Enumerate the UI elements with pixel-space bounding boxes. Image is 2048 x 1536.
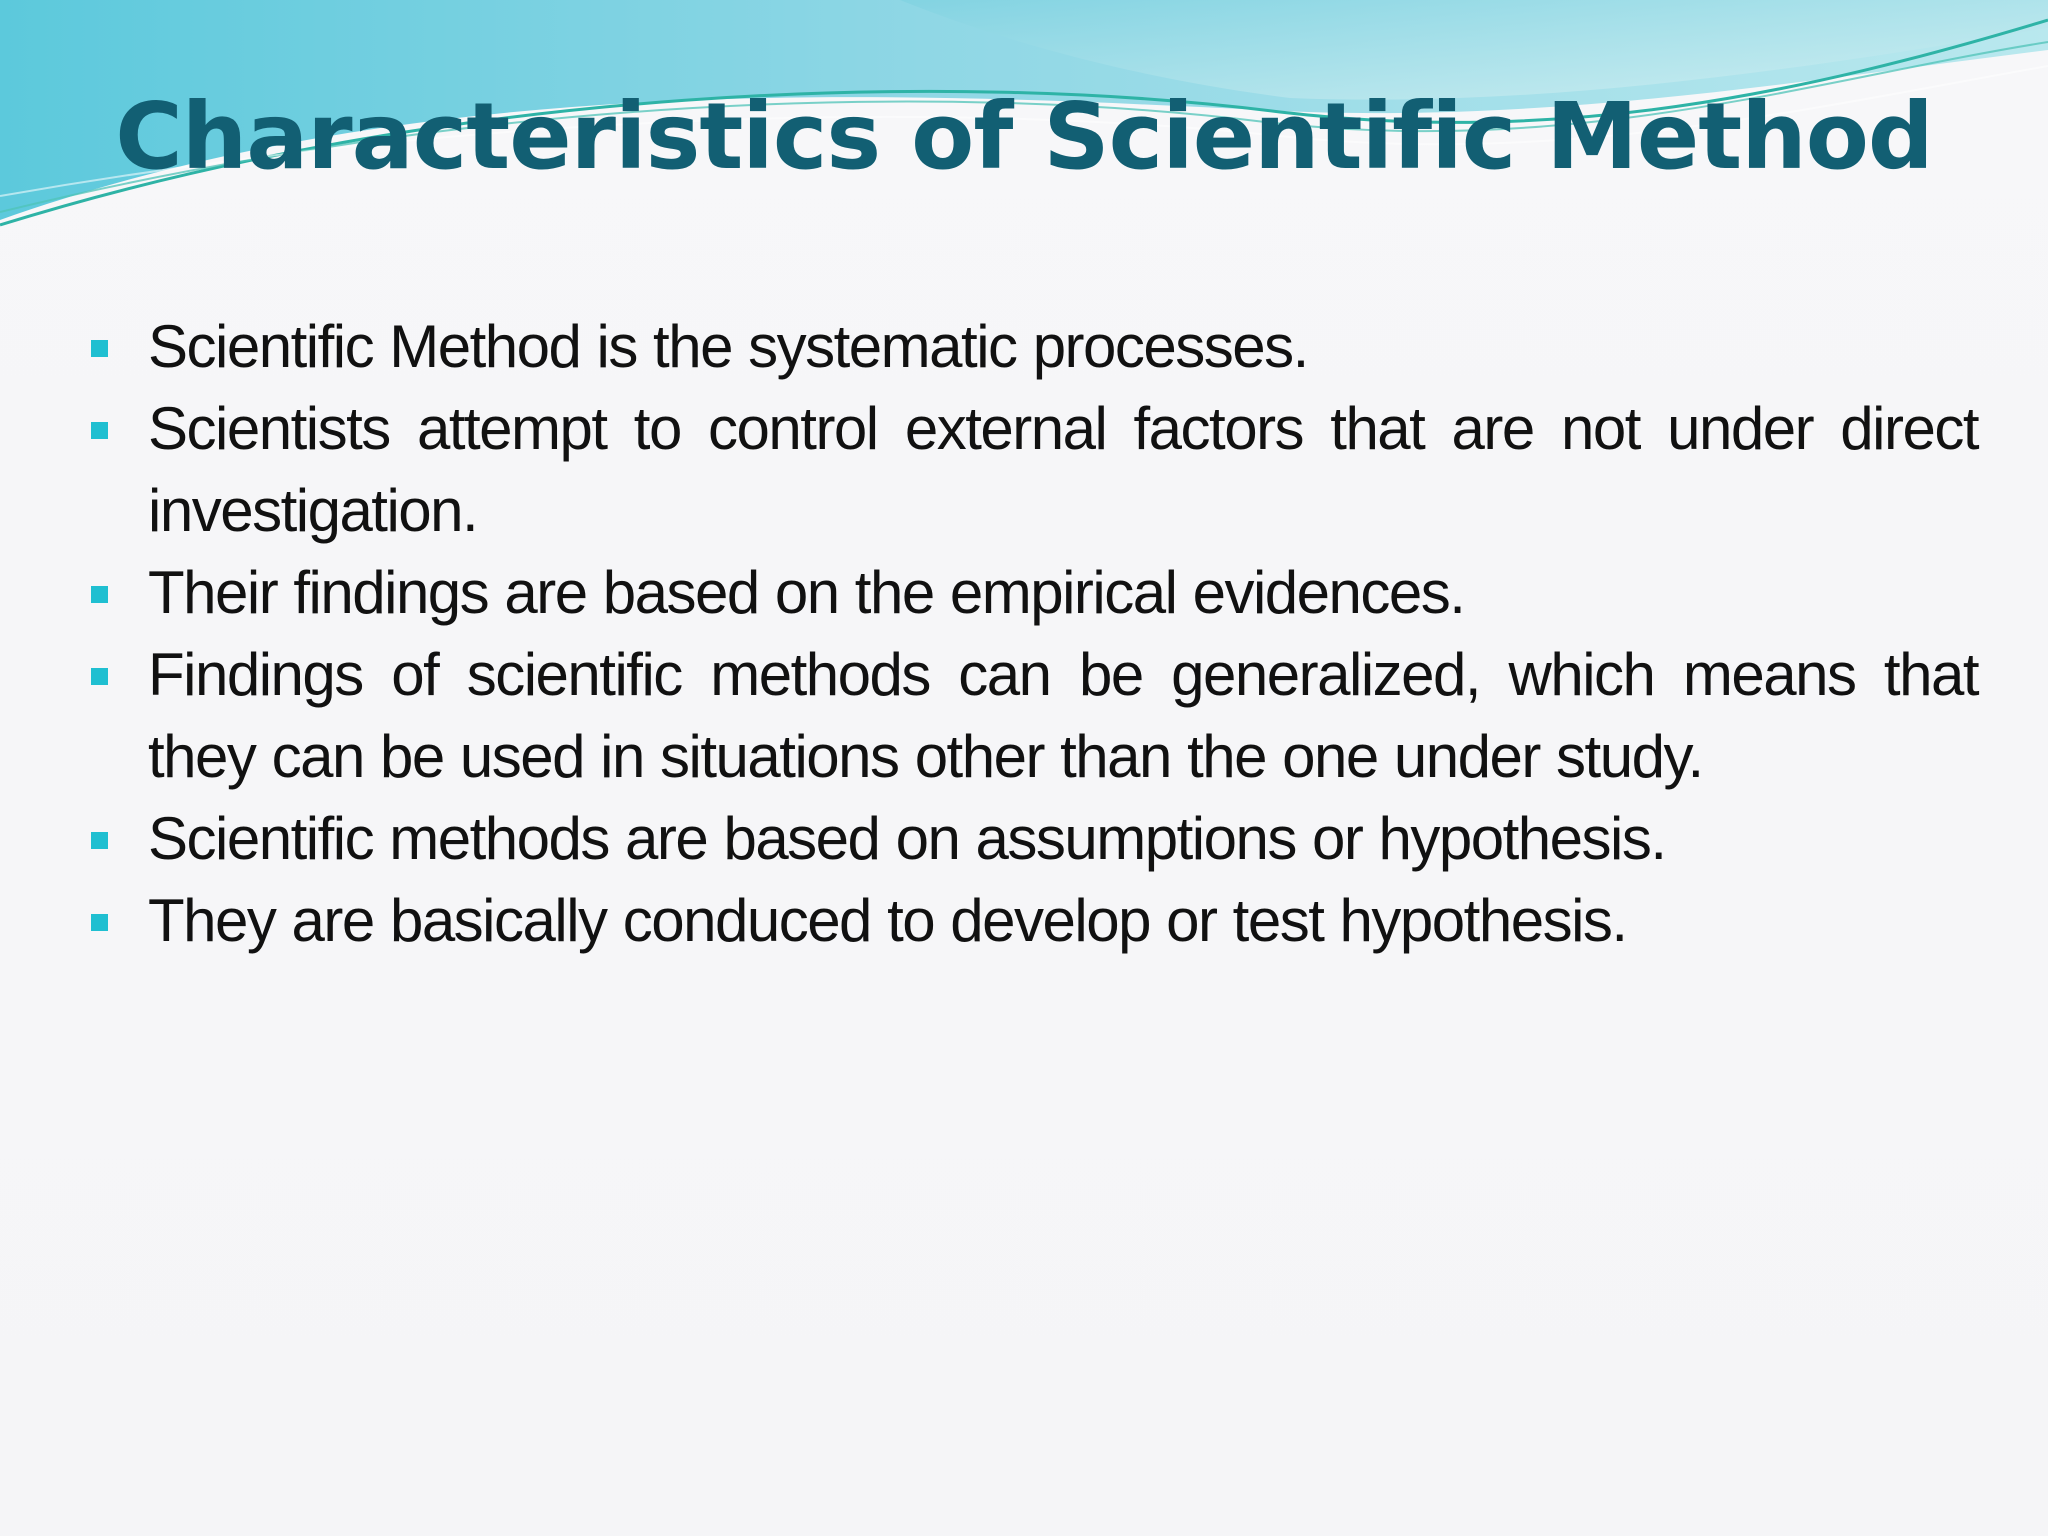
bullet-item bbox=[88, 880, 1978, 962]
square-bullet-icon bbox=[91, 668, 108, 685]
slide-title: Characteristics of Scientific Method bbox=[115, 83, 1933, 190]
square-bullet-icon bbox=[91, 340, 108, 357]
bullet-text: They are basically conduced to develop or test hypothesis. bbox=[148, 887, 1627, 954]
bullet-list bbox=[88, 306, 1978, 962]
bullet-item bbox=[88, 798, 1978, 880]
bullet-text: Their findings are based on the empirical evidences. bbox=[148, 559, 1465, 626]
square-bullet-icon bbox=[91, 914, 108, 931]
bullet-text: Scientists attempt to control external factors that are not under direct investigation. bbox=[148, 395, 1978, 544]
bullet-item bbox=[88, 306, 1978, 388]
bullet-item bbox=[88, 552, 1978, 634]
bullet-text: Scientific methods are based on assumptions or hypothesis. bbox=[148, 805, 1666, 872]
square-bullet-icon bbox=[91, 586, 108, 603]
bullet-text: Scientific Method is the systematic processes. bbox=[148, 313, 1308, 380]
square-bullet-icon bbox=[91, 422, 108, 439]
bullet-item bbox=[88, 388, 1978, 552]
square-bullet-icon bbox=[91, 832, 108, 849]
bullet-item bbox=[88, 634, 1978, 798]
bullet-text: Findings of scientific methods can be generalized, which means that they can be used in situations other than the one under study. bbox=[148, 641, 1978, 790]
